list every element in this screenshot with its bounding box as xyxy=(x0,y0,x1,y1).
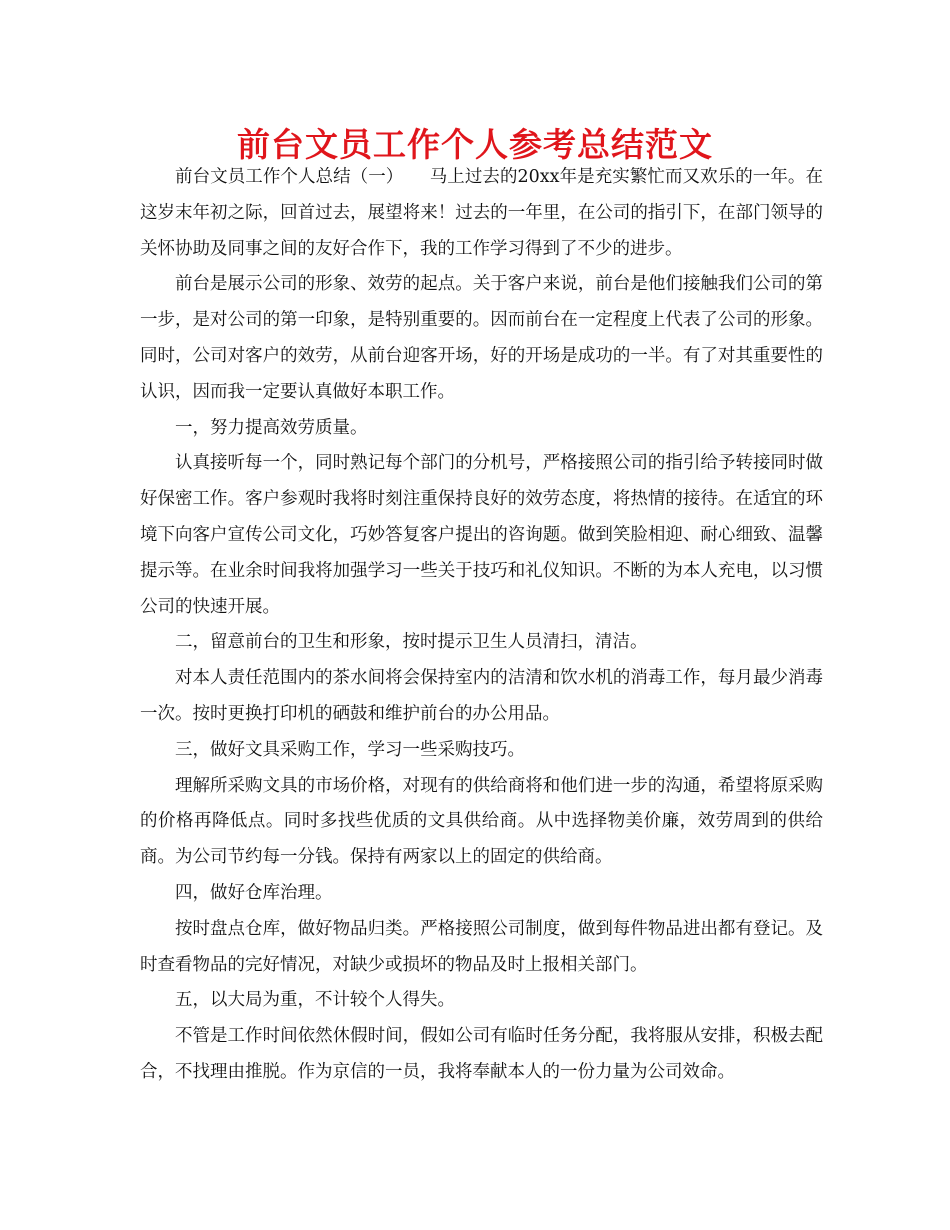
paragraph-warehouse: 按时盘点仓库，做好物品归类。严格接照公司制度，做到每件物品进出都有登记。及时查看物品的完好情况，对缺少或损坏的物品及时上报相关部门。 xyxy=(140,918,823,975)
section-heading-4: 四，做好仓库治理。 xyxy=(175,882,333,903)
document-body xyxy=(140,160,823,1091)
section-heading-3: 三，做好文具采购工作，学习一些采购技巧。 xyxy=(175,739,525,760)
paragraph-front-desk-role: 前台是展示公司的形象、效劳的起点。关于客户来说，前台是他们接触我们公司的第一步，是对公司的第一印象，是特别重要的。因而前台在一定程度上代表了公司的形象。同时，公司对客户的效劳，从前台迎客开场，好的开场是成功的一半。有了对其重要性的认识，因而我一定要认真做好本职工作。 xyxy=(140,274,823,402)
paragraph-hygiene: 对本人责任范围内的茶水间将会保持室内的洁清和饮水机的消毒工作，每月最少消毒一次。按时更换打印机的硒鼓和维护前台的办公用品。 xyxy=(140,668,823,724)
paragraph-service-quality: 认真接听每一个，同时熟记每个部门的分机号，严格接照公司的指引给予转接同时做好保密工作。客户参观时我将时刻注重保持良好的效劳态度，将热情的接待。在适宜的环境下向客户宣传公司文化，巧妙答复客户提出的咨询题。做到笑脸相迎、耐心细致、温馨提示等。在业余时间我将加强学习一些关于技巧和礼仪知识。不断的为本人充电，以习惯公司的快速开展。 xyxy=(140,453,823,617)
document-title: 前台文员工作个人参考总结范文 xyxy=(237,125,713,164)
paragraph-teamwork: 不管是工作时间依然休假时间，假如公司有临时任务分配，我将服从安排，积极去配合，不找理由推脱。作为京信的一员，我将奉献本人的一份力量为公司效命。 xyxy=(140,1026,823,1082)
paragraph-intro: 前台文员工作个人总结（一） 马上过去的20xx年是充实繁忙而又欢乐的一年。在这岁末年初之际，回首过去，展望将来！过去的一年里，在公司的指引下，在部门领导的关怀协助及同事之间的友好合作下，我的工作学习得到了不少的进步。 xyxy=(140,167,823,259)
section-heading-2: 二，留意前台的卫生和形象，按时提示卫生人员清扫，清洁。 xyxy=(175,632,648,653)
section-heading-5: 五，以大局为重，不计较个人得失。 xyxy=(175,990,455,1011)
paragraph-purchasing: 理解所采购文具的市场价格，对现有的供给商将和他们进一步的沟通，希望将原采购的价格再降低点。同时多找些优质的文具供给商。从中选择物美价廉，效劳周到的供给商。为公司节约每一分钱。保持有两家以上的固定的供给商。 xyxy=(140,775,823,868)
section-heading-1: 一，努力提高效劳质量。 xyxy=(175,417,368,438)
